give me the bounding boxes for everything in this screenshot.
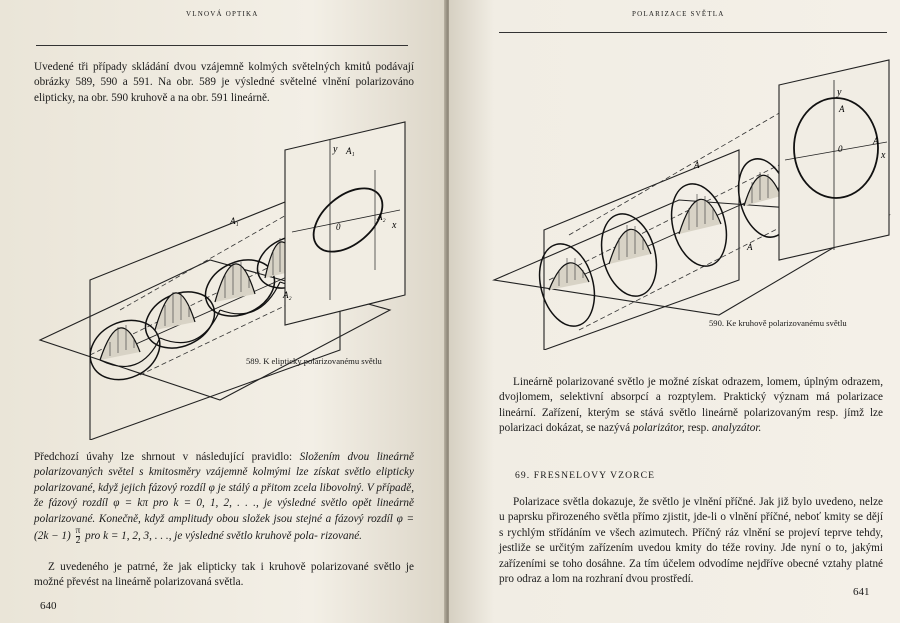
header-rule (499, 32, 887, 33)
a1-label: A₁ (346, 146, 355, 156)
header-rule (36, 45, 408, 46)
section-heading: 69. FRESNELOVY VZORCE (515, 470, 656, 481)
rule-paragraph (34, 450, 414, 546)
y-axis-label: y (837, 87, 842, 98)
formula-right: pro k = 1, 2, 3, . . ., je výsledné světlo kruhově pola- (85, 530, 318, 543)
pi-half-fraction (76, 527, 81, 546)
vertical-wave-component (549, 172, 781, 290)
running-head: POLARIZACE SVĚTLA (632, 10, 725, 18)
page-number: 641 (853, 586, 870, 598)
term-analyzer: analyzátor. (711, 422, 762, 435)
a-wave-label-lower: A (747, 242, 753, 252)
figure-caption: 589. K elipticky polarizovanému světlu (246, 356, 382, 366)
page-number: 640 (40, 600, 57, 612)
projection-screen (285, 122, 405, 325)
origin-label: 0 (336, 222, 341, 232)
a-right-label: A (873, 136, 879, 146)
a2-label: A₂ (377, 212, 386, 222)
right-page (449, 0, 900, 623)
fraction-denominator: 2 (75, 536, 81, 547)
term-polarizer: polarizátor, (632, 422, 685, 435)
intro-paragraph: Uvedené tři případy skládání dvou vzájemně kolmých světelných kmitů podávají obrázky 589, 590 a 591. Na obr. 589 je výsledné světelné vlnění polarizováno elipticky, na obr. 590 kruhově a na obr. 591 lineárně. (34, 61, 414, 104)
formula-left: φ = (2k − 1) (34, 512, 414, 543)
term-joiner: resp. (687, 422, 710, 435)
rule-lead: Předchozí úvahy lze shrnout v následující pravidlo: (34, 451, 293, 463)
a-wave-label: A (694, 160, 700, 170)
conclusion-paragraph: Z uvedeného je patrné, že jak elipticky tak i kruhově polarizované světlo je možné převést na lineárně polarizovaná světla. (34, 561, 414, 589)
rule-end: rizované. (320, 530, 362, 543)
paragraph-text: Lineárně polarizované světlo je možné získat odrazem, lomem, úplným odrazem, dvojlomem, selektivní absorpcí a rozptylem. Praktický význam má polarizace lineární. Zařízení, kterým se stává světlo lineárně polarizovaným resp. jímž lze polarizaci dokázat, se nazývá (499, 376, 883, 435)
left-page (0, 0, 446, 623)
rule-statement: Složením dvou lineárně polarizovaných světel s kmitosměry vzájemně kolmými lze získat světlo elipticky polarizované, když jejich fázový rozdíl φ je stálý a přitom zcela libovolný. V případě, že fázový rozdíl φ = kπ pro k = 0, 1, 2, . . ., je výsledné světlo opět lineárně polarizované. Konečně, když amplitudy obou složek jsou stejné a fázový rozdíl (34, 451, 414, 525)
x-axis-label: x (392, 220, 397, 231)
a-label: A (839, 104, 845, 114)
x-axis-label: x (881, 150, 886, 161)
figure-589-elliptical-polarization (30, 120, 420, 440)
running-head: VLNOVÁ OPTIKA (186, 10, 259, 18)
origin-label: 0 (838, 144, 843, 154)
figure-590-circular-polarization (489, 50, 894, 350)
y-axis-label: y (333, 144, 338, 155)
figure-caption: 590. Ke kruhově polarizovanému světlu (709, 318, 847, 328)
fresnel-intro-paragraph: Polarizace světla dokazuje, že světlo je vlnění příčné. Jak již bylo uvedeno, nelze u paprsku přirozeného světla přímo zjistit, jde-li o vlnění příčné, neboť kmity se dějí s rychlým střídáním ve všech azimutech. Příčný ráz vlnění se projeví teprve tehdy, jestliže se určitým zařízením uvedou kmity do téže roviny. Jde nyní o to, jakými zařízeními se toho dosáhne. Za tím účelem odvodíme nejdříve obecné vztahy platné pro odraz a lom na rozhraní dvou prostředí. (499, 496, 883, 586)
a1-wave-label: A₁ (230, 216, 239, 226)
a2-wave-label: A₂ (283, 290, 292, 300)
linear-polarization-paragraph (499, 375, 883, 437)
fraction-numerator: π (75, 526, 81, 537)
